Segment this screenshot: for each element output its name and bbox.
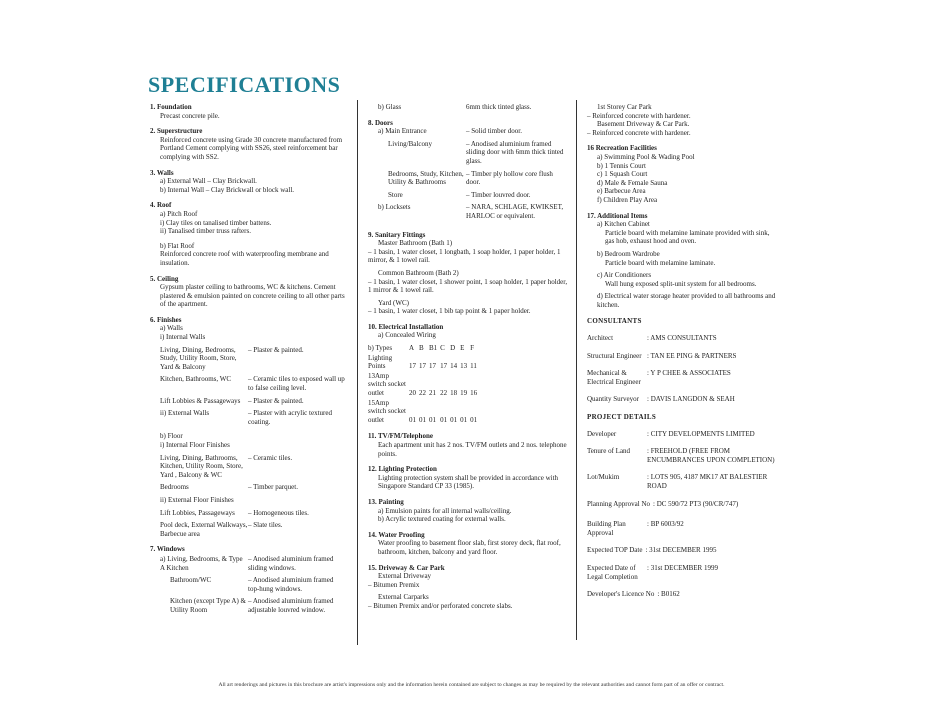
spec-label: Pool deck, External Walkways, Barbecue area <box>160 521 248 538</box>
section-text: – Bitumen Premix <box>368 580 420 589</box>
table-cell: 18 <box>450 389 458 398</box>
spec-label: Living/Balcony <box>388 139 432 148</box>
section-title: 7. Windows <box>150 545 185 554</box>
section-text: 1st Storey Car Park <box>597 103 652 111</box>
project-row <box>587 546 777 555</box>
section-text: i) Internal Floor Finishes <box>160 441 230 449</box>
spec-label: b) Locksets <box>378 203 411 212</box>
section-text: – 1 basin, 1 water closet, 1 longbath, 1 soap holder, 1 paper holder, 1 mirror, & 1 towel rail. <box>368 247 561 265</box>
spec-label: Kitchen, Bathrooms, WC <box>160 375 232 384</box>
section-superstructure <box>150 127 345 161</box>
table-row <box>368 354 480 372</box>
section-text: – 1 basin, 1 water closet, 1 bib tap point & 1 paper holder. <box>368 307 531 316</box>
project-details-heading: PROJECT DETAILS <box>587 413 657 422</box>
spec-value: – Timber parquet. <box>248 483 298 492</box>
table-cell: Lighting Points <box>368 353 393 371</box>
spec-row <box>150 521 345 538</box>
spec-label: Bedrooms, Study, Kitchen, Utility & Bathrooms <box>388 169 464 187</box>
spec-row <box>150 397 345 406</box>
table-cell: 17 <box>409 362 416 371</box>
kv-value: : 31st DECEMBER 1995 <box>645 546 717 555</box>
section-text: a) Kitchen Cabinet <box>597 220 650 229</box>
spec-row <box>150 409 345 426</box>
table-cell: 01 <box>409 415 416 424</box>
section-text: Reinforced concrete roof with waterproofing membrane and insulation. <box>160 250 329 267</box>
section-text: External Driveway <box>378 572 432 581</box>
consultant-row <box>587 352 777 361</box>
spec-value: – Slate tiles. <box>248 521 283 530</box>
spec-label: Bathroom/WC <box>170 576 212 585</box>
section-recreation <box>587 144 777 204</box>
section-windows <box>150 545 345 614</box>
spec-value: – Plaster & painted. <box>248 345 304 354</box>
kv-value: : DC 590/72 PT3 (90/CR/747) <box>653 499 739 508</box>
spec-value: – Anodised aluminium framed sliding door with 6mm thick tinted glass. <box>466 139 564 165</box>
disclaimer-footer: All art renderings and pictures in this brochure are artist's impressions only and the information herein contained are subject to changes as may be required by the relevant authorities and cannot form part of an offer or contract. <box>218 682 725 688</box>
table-cell: 14 <box>450 362 458 371</box>
section-text: b) Bedroom Wardrobe <box>597 249 660 258</box>
spec-value: – NARA, SCHLAGE, KWIKSET, HARLOC or equivalent. <box>466 203 564 220</box>
table-cell: 21 <box>429 389 436 398</box>
section-text: Particle board with melamine laminate. <box>605 258 716 267</box>
section-text: Particle board with melamine laminate provided with sink, gas hob, exhaust hood and oven. <box>605 228 770 246</box>
spec-label: Lift Lobbies, Passageways <box>160 508 235 517</box>
kv-value: : CITY DEVELOPMENTS LIMITED <box>647 429 755 438</box>
spec-row <box>150 454 345 480</box>
section-text: b) Internal Wall – Clay Brickwall or block wall. <box>160 185 295 194</box>
consultants-heading: CONSULTANTS <box>587 317 642 326</box>
section-text: ii) External Floor Finishes <box>160 495 234 504</box>
section-text: i) Clay tiles on tanalised timber battens. <box>160 218 272 227</box>
project-row <box>587 564 777 581</box>
section-ceiling <box>150 275 345 309</box>
table-cell: 17 <box>429 362 436 371</box>
column-3 <box>587 103 777 608</box>
section-text: Reinforced concrete using Grade 30 concrete manufactured from Portland Cement complying with SS26, steel reinforcement bar complying with SS2. <box>160 135 343 161</box>
section-text: – Bitumen Premix and/or perforated concrete slabs. <box>368 601 513 610</box>
spec-row <box>368 127 568 136</box>
table-cell: 01 <box>470 415 478 424</box>
section-finishes <box>150 316 345 538</box>
section-text: c) Air Conditioners <box>597 271 652 280</box>
table-cell: 16 <box>470 389 478 398</box>
table-header: E <box>460 344 465 353</box>
electrical-table <box>368 344 480 425</box>
spec-row <box>368 203 568 220</box>
spec-value: 6mm thick tinted glass. <box>466 103 532 111</box>
section-text: a) External Wall – Clay Brickwall. <box>160 177 257 186</box>
spec-row <box>368 170 568 187</box>
consultant-row <box>587 369 777 386</box>
spec-row <box>150 555 345 572</box>
section-title: 5. Ceiling <box>150 274 179 283</box>
column-2 <box>368 103 568 618</box>
section-text: i) Internal Walls <box>160 333 206 342</box>
section-text: ii) Tanalised timber truss rafters. <box>160 227 251 236</box>
section-title: 8. Doors <box>368 118 393 127</box>
kv-label: Expected Date of Legal Completion <box>587 563 638 581</box>
spec-label: Kitchen (except Type A) & Utility Room <box>170 597 246 614</box>
consultant-row <box>587 395 777 404</box>
spec-label: Bedrooms <box>160 483 189 492</box>
section-electrical <box>368 323 568 426</box>
section-title: 13. Painting <box>368 497 404 506</box>
section-title: 10. Electrical Installation <box>368 322 444 331</box>
table-cell: 22 <box>440 389 448 398</box>
project-row <box>587 473 777 490</box>
section-carpark <box>587 103 777 137</box>
section-title: 14. Water Proofing <box>368 530 425 539</box>
section-title: 11. TV/FM/Telephone <box>368 432 433 441</box>
project-details-block <box>587 413 777 599</box>
page-title: SPECIFICATIONS <box>148 72 341 97</box>
spec-value: – Solid timber door. <box>466 127 522 136</box>
spec-value: – Homogeneous tiles. <box>248 508 309 517</box>
project-row <box>587 447 777 464</box>
table-cell: 17 <box>440 362 448 371</box>
section-waterproofing <box>368 531 568 557</box>
section-title: 17. Additional Items <box>587 211 648 220</box>
section-title: 15. Driveway & Car Park <box>368 563 445 572</box>
spec-value: – Anodised aluminium framed adjustable louvred window. <box>248 597 334 614</box>
spec-value: – Plaster & painted. <box>248 396 304 405</box>
kv-label: Quantity Surveyor <box>587 395 639 404</box>
table-cell: 20 <box>409 389 416 398</box>
section-title: 3. Walls <box>150 168 174 177</box>
kv-label: Architect <box>587 334 614 343</box>
table-cell: 01 <box>450 415 458 424</box>
spec-label: a) Main Entrance <box>378 127 427 136</box>
consultants-block <box>587 317 777 404</box>
section-text: a) Emulsion paints for all internal walls/ceiling. <box>378 506 512 515</box>
kv-value: : DAVIS LANGDON & SEAH <box>647 395 735 404</box>
kv-label: Tenure of Land <box>587 447 631 456</box>
section-text: a) Walls <box>160 324 183 333</box>
spec-label: b) Glass <box>378 103 402 111</box>
section-title: 6. Finishes <box>150 315 182 324</box>
spec-row <box>368 103 568 112</box>
section-doors <box>368 119 568 221</box>
section-sanitary <box>368 231 568 316</box>
spec-row <box>368 140 568 166</box>
section-lightning <box>368 465 568 491</box>
kv-label: Developer's Licence No <box>587 590 655 599</box>
section-text: Each apartment unit has 2 nos. TV/FM outlets and 2 nos. telephone points. <box>378 441 567 458</box>
table-header: F <box>470 344 475 353</box>
column-divider <box>357 100 358 645</box>
spec-label: ii) External Walls <box>160 409 210 418</box>
spec-label: a) Living, Bedrooms, & Type A Kitchen <box>160 554 243 572</box>
spec-value: – Timber louvred door. <box>466 190 531 199</box>
section-painting <box>368 498 568 524</box>
table-cell: 13 <box>460 362 468 371</box>
kv-label: Mechanical & Electrical Engineer <box>587 369 641 386</box>
spec-row <box>150 375 345 392</box>
section-text: Wall hung exposed split-unit system for all bedrooms. <box>605 279 757 288</box>
spec-row <box>150 509 345 518</box>
section-text: Common Bathroom (Bath 2) <box>378 268 459 277</box>
project-row <box>587 590 777 599</box>
spec-value: – Anodised aluminium framed sliding windows. <box>248 554 334 572</box>
kv-value: : TAN EE PING & PARTNERS <box>647 351 737 360</box>
section-roof <box>150 201 345 267</box>
section-text: Basement Driveway & Car Park. <box>597 120 690 129</box>
table-cell: 19 <box>460 389 468 398</box>
section-text: b) Acrylic textured coating for external walls. <box>378 515 506 524</box>
table-row <box>368 399 480 426</box>
list-item: c) 1 Squash Court <box>597 170 648 179</box>
section-additional <box>587 212 777 310</box>
kv-label: Structural Engineer <box>587 351 642 360</box>
spec-value: – Anodised aluminium framed top-hung windows. <box>248 576 334 593</box>
kv-label: Building Plan Approval <box>587 520 626 537</box>
table-cell: 01 <box>419 415 426 424</box>
project-row <box>587 500 777 509</box>
spec-row <box>150 576 345 593</box>
table-header: C <box>440 344 445 353</box>
table-cell: 01 <box>440 415 448 424</box>
section-title: 9. Sanitary Fittings <box>368 230 426 239</box>
section-foundation <box>150 103 345 120</box>
table-cell: 22 <box>419 389 426 398</box>
section-text: Precast concrete pile. <box>160 111 220 120</box>
kv-value: : BP 6003/92 <box>647 520 684 529</box>
spec-label: Store <box>388 190 403 199</box>
table-cell: 01 <box>429 415 436 424</box>
table-header: B1 <box>429 344 438 353</box>
section-tv <box>368 432 568 458</box>
section-text: a) Pitch Roof <box>160 209 198 218</box>
spec-row <box>150 597 345 614</box>
kv-value: : B0162 <box>657 590 680 599</box>
spec-value: – Ceramic tiles. <box>248 453 293 462</box>
kv-label: Developer <box>587 429 617 438</box>
section-text: d) Electrical water storage heater provided to all bathrooms and kitchen. <box>597 292 776 309</box>
kv-value: : Y P CHEE & ASSOCIATES <box>647 369 731 378</box>
table-cell: 01 <box>460 415 468 424</box>
project-row <box>587 430 777 439</box>
table-header: D <box>450 344 456 353</box>
kv-value: : 31st DECEMBER 1999 <box>647 563 718 572</box>
list-item: b) 1 Tennis Court <box>597 161 646 170</box>
kv-label: Planning Approval No <box>587 499 650 508</box>
section-text: – 1 basin, 1 water closet, 1 shower point, 1 soap holder, 1 paper holder, 1 mirror & 1 towel rail. <box>368 277 568 295</box>
table-header: A <box>409 344 415 353</box>
section-text: Gypsum plaster ceiling to bathrooms, WC & kitchens. Cement plastered & emulsion painted on concrete ceiling to all other parts of the apartment. <box>160 283 345 309</box>
section-title: 16 Recreation Facilities <box>587 144 657 153</box>
section-text: – Reinforced concrete with hardener. <box>587 111 691 120</box>
project-row <box>587 520 777 537</box>
table-header-row <box>368 344 480 354</box>
table-cell: 13Amp switch socket outlet <box>368 371 406 398</box>
section-walls <box>150 169 345 195</box>
spec-value: – Timber ply hollow core flush door. <box>466 169 553 187</box>
spec-row <box>150 346 345 372</box>
table-row <box>368 372 480 399</box>
table-cell: 15Amp switch socket outlet <box>368 398 406 424</box>
kv-label: Expected TOP Date <box>587 546 643 555</box>
section-text: Master Bathroom (Bath 1) <box>378 239 453 248</box>
section-title: 12. Lighting Protection <box>368 465 437 474</box>
list-item: f) Children Play Area <box>597 195 658 204</box>
section-title: 1. Foundation <box>150 103 192 111</box>
section-text: External Carparks <box>378 593 429 602</box>
list-item: d) Male & Female Sauna <box>597 178 668 187</box>
table-cell: 17 <box>419 362 426 371</box>
section-text: Water proofing to basement floor slab, first storey deck, flat roof, bathroom, kitchen, balcony and yard floor. <box>378 539 561 556</box>
spec-value: – Plaster with acrylic textured coating. <box>248 409 332 426</box>
kv-label: Lot/Mukim <box>587 473 620 482</box>
section-text: b) Flat Roof <box>160 241 195 250</box>
kv-value: : FREEHOLD (FREE FROM ENCUMBRANCES UPON COMPLETION) <box>647 447 775 464</box>
consultant-row <box>587 334 777 343</box>
spec-label: Lift Lobbies & Passageways <box>160 396 241 405</box>
table-header: B <box>419 344 424 353</box>
section-text: b) Floor <box>160 432 183 441</box>
section-text: a) Concealed Wiring <box>378 331 436 340</box>
section-text: – Reinforced concrete with hardener. <box>587 128 691 137</box>
kv-value: : LOTS 905, 4187 MK17 AT BALESTIER ROAD <box>647 473 768 490</box>
section-title: 4. Roof <box>150 201 172 210</box>
table-cell: b) Types <box>368 344 393 353</box>
spec-row <box>368 191 568 200</box>
table-cell: 11 <box>470 362 477 371</box>
section-text: Lighting protection system shall be provided in accordance with Singapore Standard CP 33 (1985). <box>378 473 559 491</box>
column-1 <box>150 103 345 622</box>
section-driveway <box>368 564 568 611</box>
spec-row <box>150 483 345 492</box>
kv-value: : AMS CONSULTANTS <box>647 334 717 343</box>
list-item: a) Swimming Pool & Wading Pool <box>597 152 695 161</box>
section-text: Yard (WC) <box>378 298 409 307</box>
list-item: e) Barbecue Area <box>597 187 646 196</box>
spec-label: Living, Dining, Bathrooms, Kitchen, Utility Room, Store, Yard , Balcony & WC <box>160 453 243 479</box>
spec-label: Living, Dining, Bedrooms, Study, Utility Room, Store, Yard & Balcony <box>160 345 237 371</box>
spec-value: – Ceramic tiles to exposed wall up to false ceiling level. <box>248 375 345 393</box>
column-divider <box>576 100 577 640</box>
section-title: 2. Superstructure <box>150 127 203 136</box>
